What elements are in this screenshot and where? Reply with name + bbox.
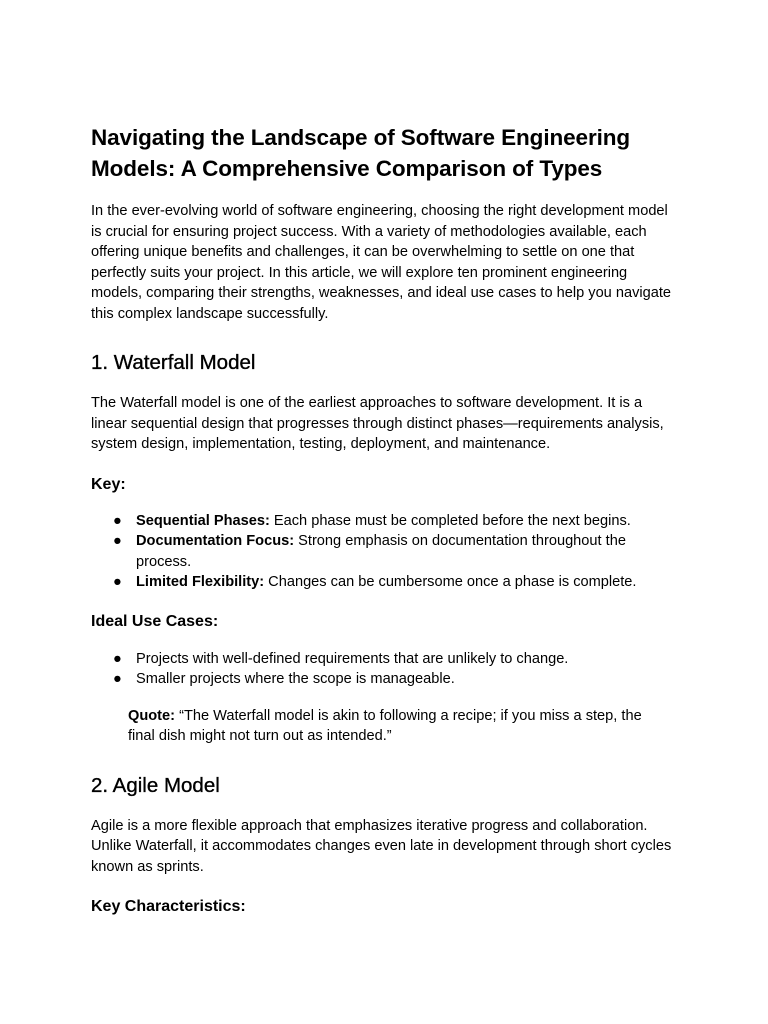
list-item-text: Projects with well-defined requirements that are unlikely to change. (136, 650, 569, 667)
document-page (91, 122, 681, 918)
list-item (91, 531, 681, 572)
waterfall-key-list (91, 511, 681, 593)
list-item (91, 649, 681, 670)
document-title: Navigating the Landscape of Software Engineering Models: A Comprehensive Comparison of Types (91, 125, 631, 181)
agile-description: Agile is a more flexible approach that emphasizes iterative progress and collaboration. Unlike Waterfall, it accommodates changes even late in development through short cycles known as sprints. (91, 817, 672, 875)
list-item-label: Sequential Phases: (136, 512, 270, 529)
list-item-text: Strong emphasis on documentation throughout the process. (136, 533, 626, 570)
use-cases-heading: Ideal Use Cases: (91, 612, 219, 630)
list-item-text: Each phase must be completed before the next begins. (269, 512, 631, 529)
bullet-icon: ● (113, 533, 122, 549)
list-item (91, 511, 681, 532)
waterfall-quote (128, 706, 648, 747)
list-item-text: Smaller projects where the scope is manageable. (136, 671, 455, 687)
quote-text: “The Waterfall model is akin to following a recipe; if you miss a step, the final dish might not turn out as intended.” (128, 707, 642, 744)
bullet-icon: ● (113, 574, 122, 590)
agile-heading: 2. Agile Model (91, 773, 220, 797)
waterfall-key-heading: Key: (91, 475, 126, 493)
list-item-label: Limited Flexibility: (136, 574, 265, 590)
waterfall-description: The Waterfall model is one of the earliest approaches to software development. It is a linear sequential design that progresses through distinct phases—requirements analysis, system design, implementation, testing, deployment, and maintenance. (91, 395, 664, 452)
list-item (91, 572, 681, 593)
bullet-icon: ● (113, 512, 122, 529)
waterfall-heading: 1. Waterfall Model (91, 351, 256, 374)
list-item-label: Documentation Focus: (136, 533, 295, 549)
bullet-icon: ● (113, 650, 122, 667)
bullet-icon: ● (113, 671, 122, 687)
list-item (91, 669, 681, 690)
quote-label: Quote: (128, 707, 176, 724)
intro-paragraph: In the ever-evolving world of software engineering, choosing the right development model is crucial for ensuring project success. With a variety of methodologies available, each offering unique benefits and challenges, it can be overwhelming to settle on one that perfectly suits your project. In this article, we will explore ten prominent engineering models, comparing their strengths, weaknesses, and ideal use cases to help you navigate this complex landscape successfully. (91, 203, 672, 322)
use-cases-list (91, 649, 681, 690)
list-item-text: Changes can be cumbersome once a phase is complete. (264, 574, 637, 590)
agile-key-heading: Key Characteristics: (91, 898, 246, 915)
